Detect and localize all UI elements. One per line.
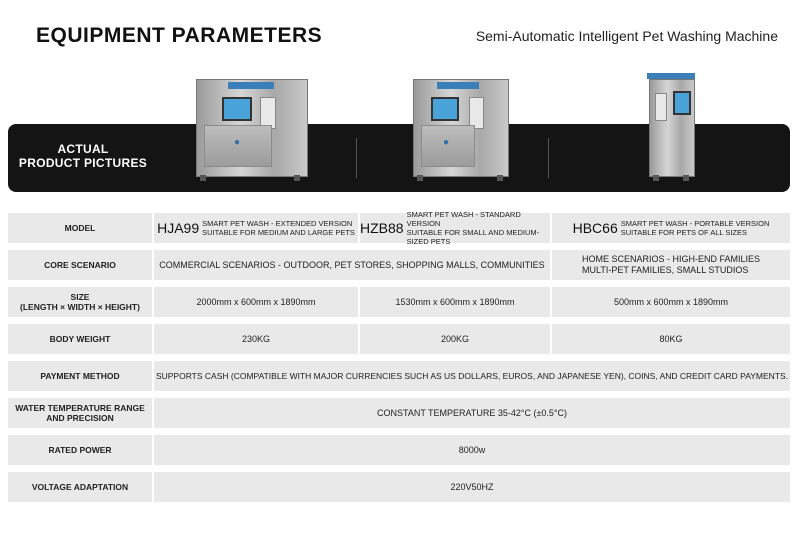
row-size [8, 287, 790, 317]
model-code: HJA99 [157, 220, 200, 236]
row-voltage-adaptation [8, 472, 790, 502]
weight-hbc66: 80KG [659, 333, 683, 344]
weight-hja99: 230KG [241, 333, 271, 344]
payment-value: SUPPORTS CASH (COMPATIBLE WITH MAJOR CURRENCIES SUCH AS US DOLLARS, EUROS, AND JAPANESE YEN), COINS, AND CREDIT CARD PAYMENTS. [155, 370, 789, 381]
size-hzb88: 1530mm x 600mm x 1890mm [395, 296, 515, 307]
band-divider [548, 138, 549, 178]
paw-icon: ● [443, 137, 450, 148]
row-label: WATER TEMPERATURE RANGE AND PRECISION [15, 403, 145, 423]
row-label: MODEL [64, 223, 96, 233]
band-divider [356, 138, 357, 178]
row-body-weight [8, 324, 790, 354]
model-code: HBC66 [572, 220, 618, 236]
scenario-commercial: COMMERCIAL SCENARIOS - OUTDOOR, PET STORES, SHOPPING MALLS, COMMUNITIES [159, 259, 545, 270]
model-cell-hbc66: HBC66 SMART PET WASH - PORTABLE VERSION SUITABLE FOR PETS OF ALL SIZES [572, 219, 770, 237]
row-core-scenario [8, 250, 790, 280]
row-rated-power [8, 435, 790, 465]
row-label: PAYMENT METHOD [40, 371, 120, 381]
voltage-value: 220V50HZ [450, 481, 494, 492]
row-label: SIZE (LENGTH × WIDTH × HEIGHT) [20, 292, 140, 312]
water-temperature-value: CONSTANT TEMPERATURE 35-42°C (±0.5°C) [376, 407, 567, 418]
rated-power-value: 8000w [458, 444, 486, 455]
row-label: VOLTAGE ADAPTATION [31, 482, 129, 492]
row-label: RATED POWER [48, 445, 112, 455]
row-model [8, 210, 790, 246]
model-cell-hja99: HJA99 SMART PET WASH - EXTENDED VERSION SUITABLE FOR MEDIUM AND LARGE PETS [157, 219, 355, 237]
model-code: HZB88 [360, 220, 404, 236]
machine-image-hja99 [196, 77, 308, 185]
page-title: EQUIPMENT PARAMETERS [36, 24, 323, 47]
page-subtitle: Semi-Automatic Intelligent Pet Washing Machine [475, 28, 778, 44]
machine-image-hbc66 [645, 73, 697, 185]
scenario-home: HOME SCENARIOS - HIGH-END FAMILIES MULTI-PET FAMILIES, SMALL STUDIOS [582, 254, 761, 275]
weight-hzb88: 200KG [440, 333, 470, 344]
size-hja99: 2000mm x 600mm x 1890mm [196, 296, 316, 307]
band-label: ACTUAL PRODUCT PICTURES [18, 142, 148, 170]
row-label: CORE SCENARIO [44, 260, 116, 270]
model-cell-hzb88: HZB88 SMART PET WASH - STANDARD VERSION SUITABLE FOR SMALL AND MEDIUM-SIZED PETS [360, 210, 540, 246]
paw-icon: ● [234, 137, 241, 148]
row-payment-method [8, 361, 790, 391]
row-label: BODY WEIGHT [49, 334, 111, 344]
machine-image-hzb88 [413, 77, 509, 185]
size-hbc66: 500mm x 600mm x 1890mm [613, 296, 729, 307]
row-water-temperature [8, 398, 790, 428]
